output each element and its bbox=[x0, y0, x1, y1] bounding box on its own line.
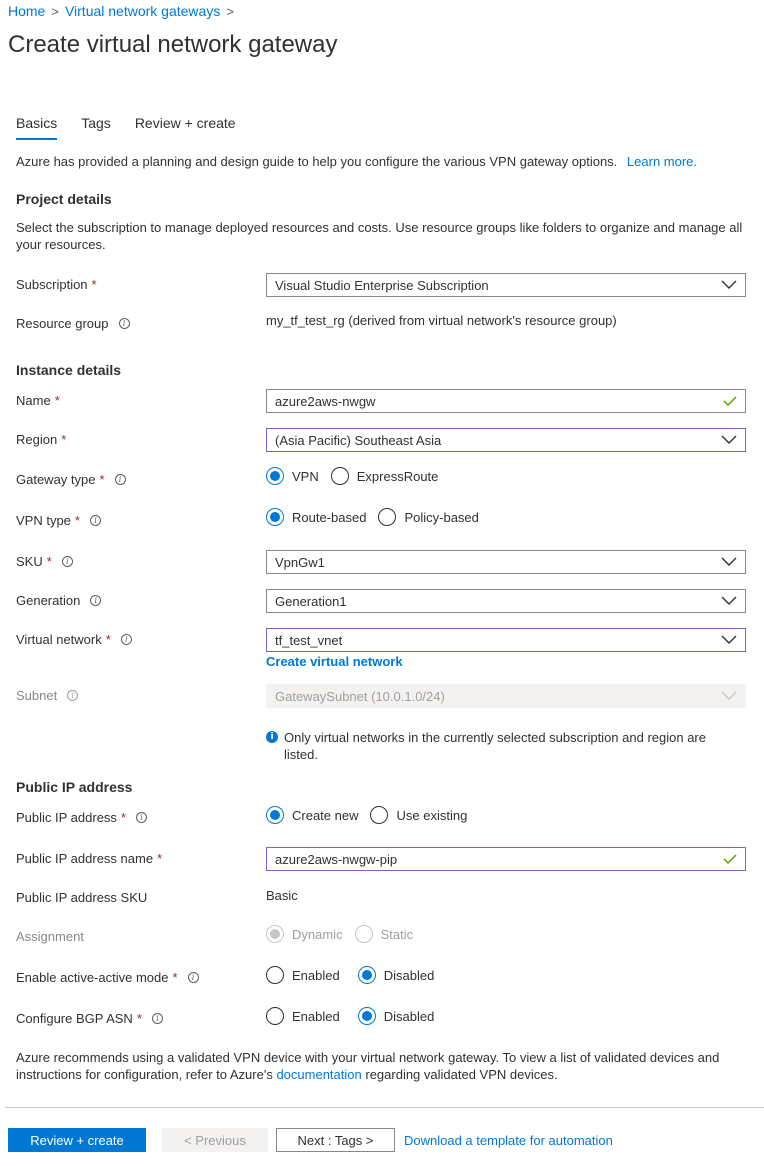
radio-unselected-icon bbox=[355, 925, 373, 943]
required-mark: * bbox=[105, 632, 111, 647]
assignment-static-label: Static bbox=[380, 926, 414, 942]
generation-value: Generation1 bbox=[275, 593, 347, 609]
public-ip-use-existing-radio[interactable] bbox=[370, 806, 467, 824]
gateway-type-expressroute-label: ExpressRoute bbox=[356, 468, 439, 484]
subnet-label bbox=[16, 688, 78, 703]
sku-label bbox=[16, 554, 73, 569]
radio-selected-icon bbox=[358, 966, 376, 984]
vpn-device-note-tail: regarding validated VPN devices. bbox=[365, 1067, 558, 1082]
radio-unselected-icon bbox=[331, 467, 349, 485]
public-ip-create-new-label: Create new bbox=[292, 807, 359, 823]
vpn-type-policy-based-radio[interactable] bbox=[378, 508, 478, 526]
project-details-heading: Project details bbox=[16, 191, 112, 207]
active-active-disabled-label: Disabled bbox=[383, 967, 435, 983]
review-create-button[interactable]: Review + create bbox=[8, 1128, 146, 1152]
public-ip-create-new-radio[interactable] bbox=[266, 806, 358, 824]
info-icon[interactable]: i bbox=[188, 972, 199, 983]
required-mark: * bbox=[136, 1011, 142, 1026]
info-icon[interactable]: i bbox=[121, 634, 132, 645]
info-icon[interactable]: i bbox=[90, 595, 101, 606]
name-label bbox=[16, 393, 60, 408]
generation-label-text: Generation bbox=[16, 593, 81, 608]
public-ip-name-label-text: Public IP address name bbox=[16, 851, 154, 866]
required-mark: * bbox=[172, 970, 178, 985]
required-mark: * bbox=[46, 554, 52, 569]
breadcrumb-home-link[interactable]: Home bbox=[8, 3, 46, 19]
gateway-type-vpn-radio[interactable] bbox=[266, 467, 319, 485]
chevron-down-icon bbox=[721, 635, 737, 645]
radio-unselected-icon bbox=[370, 806, 388, 824]
info-filled-icon: i bbox=[266, 731, 278, 743]
region-label-text: Region bbox=[16, 432, 58, 447]
info-icon[interactable]: i bbox=[67, 690, 78, 701]
project-description: Select the subscription to manage deployed resources and costs. Use resource groups like folders to organize and manage all your resources. bbox=[16, 220, 743, 252]
breadcrumb bbox=[8, 3, 234, 19]
chevron-down-icon bbox=[721, 435, 737, 445]
info-icon[interactable]: i bbox=[152, 1013, 163, 1024]
public-ip-label-text: Public IP address bbox=[16, 810, 117, 825]
bgp-asn-enabled-radio[interactable] bbox=[266, 1007, 340, 1025]
chevron-down-icon bbox=[721, 691, 737, 701]
subnet-value: GatewaySubnet (10.0.1.0/24) bbox=[275, 688, 445, 704]
download-template-link[interactable]: Download a template for automation bbox=[404, 1133, 613, 1148]
info-icon[interactable]: i bbox=[119, 318, 130, 329]
generation-select[interactable] bbox=[266, 589, 746, 613]
public-ip-sku-label-text: Public IP address SKU bbox=[16, 890, 148, 905]
bgp-asn-label bbox=[16, 1011, 163, 1026]
tab-bar bbox=[16, 115, 236, 140]
info-icon[interactable]: i bbox=[136, 812, 147, 823]
sku-select[interactable] bbox=[266, 550, 746, 574]
region-value: (Asia Pacific) Southeast Asia bbox=[275, 432, 442, 448]
gateway-type-vpn-label: VPN bbox=[292, 468, 319, 484]
subscription-label-text: Subscription bbox=[16, 277, 88, 292]
tab-review-create[interactable]: Review + create bbox=[134, 115, 236, 131]
vpn-type-route-based-radio[interactable] bbox=[266, 508, 366, 526]
assignment-dynamic-label: Dynamic bbox=[292, 926, 343, 942]
vpn-type-policy-based-label: Policy-based bbox=[404, 509, 479, 525]
assignment-static-radio bbox=[355, 925, 414, 943]
gateway-type-radio-group bbox=[266, 467, 450, 485]
assignment-label bbox=[16, 929, 84, 944]
required-mark: * bbox=[74, 513, 80, 528]
required-mark: * bbox=[91, 277, 97, 292]
active-active-label bbox=[16, 970, 199, 985]
bgp-asn-disabled-radio[interactable] bbox=[358, 1007, 435, 1025]
tab-basics[interactable]: Basics bbox=[16, 115, 57, 140]
gateway-type-label-text: Gateway type bbox=[16, 472, 96, 487]
public-ip-heading: Public IP address bbox=[16, 779, 133, 795]
tab-tags[interactable]: Tags bbox=[81, 115, 111, 131]
subnet-label-text: Subnet bbox=[16, 688, 58, 703]
resource-group-label-text: Resource group bbox=[16, 316, 109, 331]
gateway-type-label bbox=[16, 472, 126, 487]
info-icon[interactable]: i bbox=[62, 556, 73, 567]
subscription-label bbox=[16, 277, 97, 292]
required-mark: * bbox=[157, 851, 163, 866]
vpn-device-note-text: Azure recommends using a validated VPN device with your virtual network gateway. To view a list of validated devices and instructions for configuration, refer to Azure's bbox=[16, 1050, 720, 1082]
subnet-select bbox=[266, 684, 746, 708]
generation-label bbox=[16, 593, 101, 608]
resource-group-label bbox=[16, 316, 130, 331]
vpn-type-label-text: VPN type bbox=[16, 513, 71, 528]
required-mark: * bbox=[61, 432, 67, 447]
vpn-type-radio-group bbox=[266, 508, 491, 526]
public-ip-name-label bbox=[16, 851, 162, 866]
public-ip-label bbox=[16, 810, 147, 825]
radio-selected-icon bbox=[358, 1007, 376, 1025]
next-tags-button[interactable]: Next : Tags > bbox=[276, 1128, 395, 1152]
chevron-down-icon bbox=[721, 596, 737, 606]
name-input[interactable] bbox=[266, 389, 746, 413]
assignment-radio-group bbox=[266, 925, 425, 943]
subscription-value: Visual Studio Enterprise Subscription bbox=[275, 277, 489, 293]
info-icon[interactable]: i bbox=[115, 474, 126, 485]
active-active-disabled-radio[interactable] bbox=[358, 966, 435, 984]
required-mark: * bbox=[120, 810, 126, 825]
region-label bbox=[16, 432, 66, 447]
assignment-dynamic-radio bbox=[266, 925, 343, 943]
radio-selected-icon bbox=[266, 508, 284, 526]
chevron-right-icon: > bbox=[51, 3, 59, 19]
assignment-label-text: Assignment bbox=[16, 929, 84, 944]
radio-selected-icon bbox=[266, 925, 284, 943]
intro-text bbox=[16, 153, 746, 170]
vpn-type-route-based-label: Route-based bbox=[292, 509, 367, 525]
active-active-label-text: Enable active-active mode bbox=[16, 970, 169, 985]
checkmark-icon bbox=[723, 396, 737, 406]
gateway-type-expressroute-radio[interactable] bbox=[331, 467, 439, 485]
resource-group-value: my_tf_test_rg (derived from virtual network's resource group) bbox=[266, 313, 617, 328]
virtual-network-label bbox=[16, 632, 132, 647]
radio-selected-icon bbox=[266, 467, 284, 485]
public-ip-use-existing-label: Use existing bbox=[396, 807, 468, 823]
info-icon[interactable]: i bbox=[90, 515, 101, 526]
vnet-info-note bbox=[266, 729, 736, 763]
chevron-down-icon bbox=[721, 280, 737, 290]
create-virtual-network-link[interactable]: Create virtual network bbox=[266, 654, 403, 669]
radio-unselected-icon bbox=[266, 1007, 284, 1025]
footer-divider bbox=[5, 1107, 764, 1108]
radio-selected-icon bbox=[266, 806, 284, 824]
active-active-enabled-radio[interactable] bbox=[266, 966, 340, 984]
chevron-right-icon: > bbox=[226, 3, 234, 19]
breadcrumb-parent-link[interactable]: Virtual network gateways bbox=[64, 3, 221, 19]
name-input-value: azure2aws-nwgw bbox=[275, 393, 376, 409]
learn-more-link[interactable]: Learn more. bbox=[626, 154, 698, 169]
bgp-asn-radio-group bbox=[266, 1007, 446, 1025]
vnet-info-text: Only virtual networks in the currently selected subscription and region are listed. bbox=[284, 730, 706, 762]
subscription-select[interactable] bbox=[266, 273, 746, 297]
public-ip-radio-group bbox=[266, 806, 479, 824]
required-mark: * bbox=[99, 472, 105, 487]
required-mark: * bbox=[54, 393, 60, 408]
virtual-network-value: tf_test_vnet bbox=[275, 632, 343, 648]
public-ip-name-value: azure2aws-nwgw-pip bbox=[275, 851, 398, 867]
public-ip-sku-value: Basic bbox=[266, 888, 298, 903]
radio-unselected-icon bbox=[266, 966, 284, 984]
public-ip-name-input[interactable] bbox=[266, 847, 746, 871]
radio-unselected-icon bbox=[378, 508, 396, 526]
chevron-down-icon bbox=[721, 557, 737, 567]
documentation-link[interactable]: documentation bbox=[276, 1067, 362, 1082]
intro-description: Azure has provided a planning and design guide to help you configure the various VPN gateway options. bbox=[16, 154, 618, 169]
sku-label-text: SKU bbox=[16, 554, 43, 569]
bgp-asn-label-text: Configure BGP ASN bbox=[16, 1011, 133, 1026]
vpn-type-label bbox=[16, 513, 101, 528]
active-active-radio-group bbox=[266, 966, 446, 984]
instance-details-heading: Instance details bbox=[16, 362, 122, 378]
checkmark-icon bbox=[723, 854, 737, 864]
active-active-enabled-label: Enabled bbox=[292, 967, 340, 983]
page-title: Create virtual network gateway bbox=[8, 31, 338, 58]
bgp-asn-enabled-label: Enabled bbox=[292, 1008, 340, 1024]
previous-button: < Previous bbox=[162, 1128, 268, 1152]
bgp-asn-disabled-label: Disabled bbox=[383, 1008, 435, 1024]
vpn-device-note bbox=[16, 1049, 746, 1083]
virtual-network-select[interactable] bbox=[266, 628, 746, 652]
virtual-network-label-text: Virtual network bbox=[16, 632, 102, 647]
public-ip-sku-label bbox=[16, 890, 147, 905]
region-select[interactable] bbox=[266, 428, 746, 452]
name-label-text: Name bbox=[16, 393, 51, 408]
sku-value: VpnGw1 bbox=[275, 554, 325, 570]
